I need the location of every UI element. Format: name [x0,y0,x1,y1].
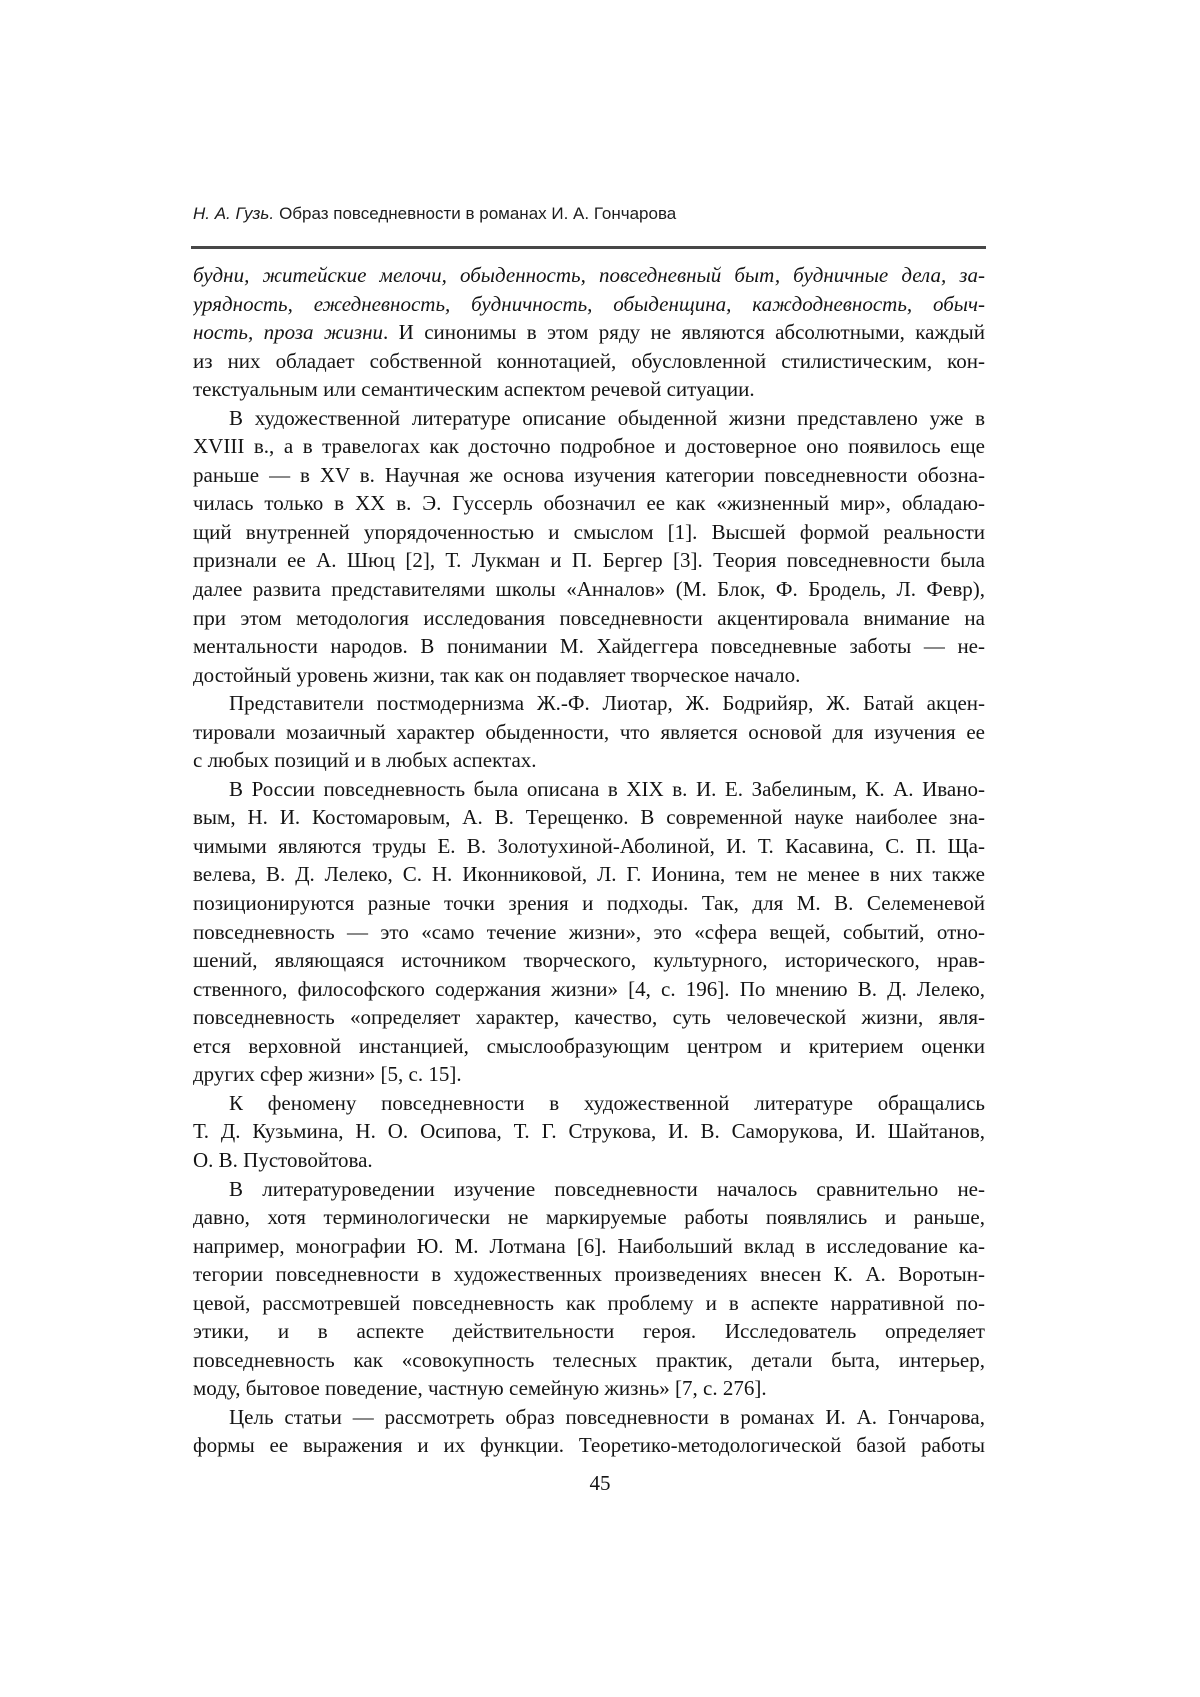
text-line [193,860,985,889]
text-run: шений, являющаяся источником творческого, культурного, исторического, нрав- [193,948,985,973]
text-line [193,889,985,918]
text-run: повседневность «определяет характер, качество, суть человеческой жизни, явля- [193,1005,985,1030]
text-line [193,632,985,661]
text-line [193,1203,985,1232]
text-line [193,1060,985,1089]
text-run: далее развита представителями школы «Анналов» (М. Блок, Ф. Бродель, Л. Февр), [193,577,985,602]
text-run: В литературоведении изучение повседневности началось сравнительно не- [229,1176,985,1201]
text-run: достойный уровень жизни, так как он подавляет творческое начало. [193,662,801,687]
text-line [193,1146,985,1175]
article-body [193,261,985,1460]
text-line [193,461,985,490]
text-line [193,1431,985,1460]
text-run: повседневность — это «само течение жизни», это «сфера вещей, событий, отно- [193,919,985,944]
italic-text-run: будни, житейские мелочи, обыденность, повседневный быт, будничные дела, за- [193,263,985,287]
text-run: вым, Н. И. Костомаровым, А. В. Терещенко. В современной науке наиболее зна- [193,805,985,830]
text-run: повседневность как «совокупность телесных практик, детали быта, интерьер, [193,1347,985,1372]
header-rule [191,246,986,249]
text-line [193,261,985,290]
text-line [193,803,985,832]
text-run: позиционируются разные точки зрения и подходы. Так, для М. В. Селеменевой [193,891,985,916]
text-run: щий внутренней упорядоченностью и смыслом [1]. Высшей формой реальности [193,519,985,544]
text-run: Цель статьи — рассмотреть образ повседневности в романах И. А. Гончарова, [229,1404,985,1429]
text-run: цевой, рассмотревшей повседневность как проблему и в аспекте нарративной по- [193,1290,985,1315]
text-run: ется верховной инстанцией, смыслообразующим центром и критерием оценки [193,1033,985,1058]
text-line [193,489,985,518]
text-run: с любых позиций и в любых аспектах. [193,748,537,773]
text-run: О. В. Пустовойтова. [193,1147,373,1172]
text-line [193,832,985,861]
text-line [193,1117,985,1146]
text-line [193,518,985,547]
header-title: Образ повседневности в романах И. А. Гончарова [279,204,677,223]
text-run: моду, бытовое поведение, частную семейную жизнь» [7, с. 276]. [193,1376,767,1401]
text-run: например, монографии Ю. М. Лотмана [6]. Наибольший вклад в исследование ка- [193,1233,985,1258]
text-line [193,318,985,347]
text-run: при этом методология исследования повседневности акцентировала внимание на [193,605,985,630]
italic-text-run: урядность, ежедневность, будничность, обыденщина, каждодневность, обыч- [193,291,985,316]
text-run: раньше — в XV в. Научная же основа изучения категории повседневности обозна- [193,462,985,487]
running-header [193,203,987,224]
text-run: К феномену повседневности в художественной литературе обращались [229,1090,985,1115]
text-run: ственного, философского содержания жизни» [4, с. 196]. По мнению В. Д. Лелеко, [193,976,985,1001]
text-line [193,689,985,718]
text-line [193,775,985,804]
header-author: Н. А. Гузь. [193,204,275,223]
text-line [193,661,985,690]
text-line [193,604,985,633]
text-run: других сфер жизни» [5, с. 15]. [193,1062,462,1087]
text-run: В России повседневность была описана в XIX в. И. Е. Забелиным, К. А. Ивано- [229,776,985,801]
text-line [193,1403,985,1432]
text-run: из них обладает собственной коннотацией, обусловленной стилистическим, кон- [193,348,985,373]
page-number: 45 [589,1471,611,1495]
text-line [193,432,985,461]
text-line [193,1175,985,1204]
text-run: Т. Д. Кузьмина, Н. О. Осипова, Т. Г. Струкова, И. В. Саморукова, И. Шайтанов, [193,1119,985,1144]
text-line [193,375,985,404]
text-run: чимыми являются труды Е. В. Золотухиной-Аболиной, И. Т. Касавина, С. П. Ща- [193,833,985,858]
text-line [193,575,985,604]
text-run: велева, В. Д. Лелеко, С. Н. Иконниковой, Л. Г. Ионина, тем не менее в них также [193,862,985,887]
text-line [193,1032,985,1061]
text-line [193,404,985,433]
text-line [193,946,985,975]
text-line [193,1317,985,1346]
text-line [193,1260,985,1289]
italic-text-run: ность, проза жизни [193,320,384,345]
text-line [193,1003,985,1032]
text-line [193,718,985,747]
text-line [193,1089,985,1118]
text-line [193,746,985,775]
text-run: ментальности народов. В понимании М. Хайдеггера повседневные заботы — не- [193,634,985,659]
text-run: чилась только в XX в. Э. Гуссерль обозначил ее как «жизненный мир», обладаю- [193,491,985,516]
text-run: . И синонимы в этом ряду не являются абсолютными, каждый [383,320,985,345]
text-run: формы ее выражения и их функции. Теоретико-методологической базой работы [193,1433,985,1458]
text-line [193,918,985,947]
text-run: текстуальным или семантическим аспектом речевой ситуации. [193,377,755,402]
text-run: Представители постмодернизма Ж.-Ф. Лиотар, Ж. Бодрийяр, Ж. Батай акцен- [229,691,985,716]
text-line [193,1374,985,1403]
text-line [193,290,985,319]
text-line [193,1346,985,1375]
text-run: тировали мозаичный характер обыденности, что является основой для изучения ее [193,719,985,744]
text-line [193,1289,985,1318]
text-line [193,975,985,1004]
text-line [193,546,985,575]
text-run: этики, и в аспекте действительности героя. Исследователь определяет [193,1319,985,1344]
text-run: XVIII в., а в травелогах как досточно подробное и достоверное оно появилось еще [193,434,985,459]
text-run: тегории повседневности в художественных произведениях внесен К. А. Воротын- [193,1262,985,1287]
text-line [193,347,985,376]
text-run: признали ее А. Шюц [2], Т. Лукман и П. Бергер [3]. Теория повседневности была [193,548,985,573]
text-run: В художественной литературе описание обыденной жизни представлено уже в [229,405,985,430]
text-run: давно, хотя терминологически не маркируемые работы появлялись и раньше, [193,1205,985,1230]
text-line [193,1232,985,1261]
